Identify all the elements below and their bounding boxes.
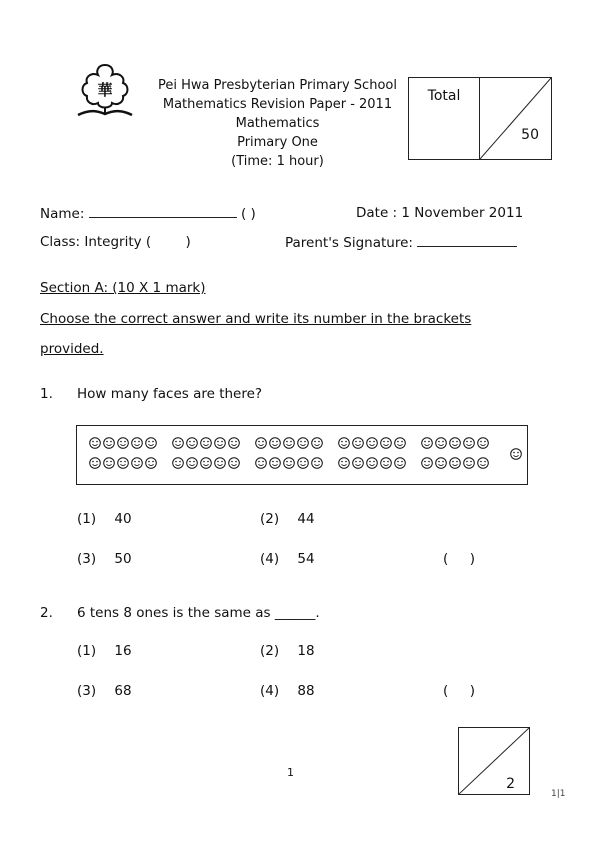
option-number: (2) [260, 511, 280, 527]
total-max-score: 50 [521, 127, 539, 143]
smiley-face-icon [464, 438, 475, 449]
smiley-face-icon [381, 438, 392, 449]
score-diagonal [480, 78, 551, 159]
signature-blank[interactable] [417, 234, 517, 247]
question-1-option-1[interactable] [77, 511, 132, 527]
option-value: 68 [114, 683, 132, 699]
option-value: 44 [297, 511, 315, 527]
smiley-face-icon [436, 458, 447, 469]
question-1-option-4[interactable] [260, 551, 315, 567]
smiley-face-icon [173, 438, 184, 449]
faces-group [77, 426, 527, 484]
faces-figure [76, 425, 528, 485]
smiley-face-icon [395, 438, 406, 449]
option-number: (1) [77, 643, 97, 659]
question-2-answer-bracket[interactable]: ( ) [443, 683, 475, 699]
smiley-face-icon [132, 458, 143, 469]
smiley-face-icon [118, 458, 129, 469]
smiley-face-icon [353, 438, 364, 449]
smiley-face-icon [298, 458, 309, 469]
instruction-line-2: provided. [40, 341, 104, 357]
smiley-face-icon [436, 438, 447, 449]
smiley-face-icon [104, 458, 115, 469]
question-1-answer-bracket[interactable]: ( ) [443, 551, 475, 567]
signature-row [285, 234, 517, 251]
smiley-face-icon [256, 458, 267, 469]
smiley-face-icon [478, 438, 489, 449]
section-title: Section A: (10 X 1 mark) [40, 280, 206, 296]
question-2-option-3[interactable] [77, 683, 132, 699]
name-label: Name: [40, 206, 85, 222]
smiley-face-icon [187, 438, 198, 449]
name-row [40, 205, 256, 222]
question-2-option-2[interactable] [260, 643, 315, 659]
smiley-face-icon [381, 458, 392, 469]
smiley-face-icon [146, 438, 157, 449]
option-value: 54 [297, 551, 315, 567]
smiley-face-icon [422, 458, 433, 469]
smiley-face-icon [173, 458, 184, 469]
smiley-face-icon [118, 438, 129, 449]
option-value: 16 [114, 643, 132, 659]
option-value: 50 [114, 551, 132, 567]
paper-title: Mathematics Revision Paper - 2011 [162, 97, 393, 112]
smiley-face-icon [90, 438, 101, 449]
smiley-face-icon [312, 438, 323, 449]
smiley-face-icon [270, 458, 281, 469]
smiley-face-icon [187, 458, 198, 469]
option-number: (3) [77, 551, 97, 567]
smiley-face-icon [229, 458, 240, 469]
smiley-face-icon [201, 438, 212, 449]
total-label: Total [427, 88, 461, 104]
option-value: 88 [297, 683, 315, 699]
smiley-face-icon [450, 458, 461, 469]
option-number: (3) [77, 683, 97, 699]
smiley-face-icon [256, 438, 267, 449]
svg-text:華: 華 [97, 81, 113, 99]
page-number: 1 [287, 766, 294, 779]
option-value: 40 [114, 511, 132, 527]
question-1-number: 1. [40, 386, 53, 402]
smiley-face-icon [367, 438, 378, 449]
class-label: Class: Integrity ( ) [40, 234, 191, 250]
smiley-face-icon [215, 438, 226, 449]
smiley-face-icon [312, 458, 323, 469]
smiley-face-icon [284, 438, 295, 449]
option-number: (4) [260, 683, 280, 699]
smiley-face-icon [270, 438, 281, 449]
question-1-option-3[interactable] [77, 551, 132, 567]
smiley-face-icon [132, 438, 143, 449]
school-logo [76, 62, 134, 122]
smiley-face-icon [90, 458, 101, 469]
smiley-face-icon [511, 449, 522, 460]
smiley-face-icon [478, 458, 489, 469]
smiley-face-icon [229, 438, 240, 449]
smiley-face-icon [422, 438, 433, 449]
smiley-face-icon [215, 458, 226, 469]
smiley-face-icon [146, 458, 157, 469]
page-max-score: 2 [506, 776, 515, 792]
smiley-face-icon [298, 438, 309, 449]
smiley-face-icon [339, 438, 350, 449]
signature-label: Parent's Signature: [285, 235, 413, 251]
option-number: (4) [260, 551, 280, 567]
question-2-number: 2. [40, 605, 53, 621]
smiley-face-icon [284, 458, 295, 469]
school-name: Pei Hwa Presbyterian Primary School [158, 78, 397, 93]
smiley-face-icon [450, 438, 461, 449]
option-number: (1) [77, 511, 97, 527]
page-score-box [458, 727, 530, 795]
question-1-text: How many faces are there? [77, 386, 263, 402]
smiley-face-icon [201, 458, 212, 469]
page-score-diagonal [459, 728, 529, 794]
question-1-option-2[interactable] [260, 511, 315, 527]
name-blank[interactable] [89, 205, 237, 218]
subject: Mathematics [235, 116, 320, 131]
question-2-option-4[interactable] [260, 683, 315, 699]
smiley-face-icon [464, 458, 475, 469]
smiley-face-icon [367, 458, 378, 469]
question-2-text: 6 tens 8 ones is the same as ______. [77, 605, 320, 621]
margin-mark: 1|1 [551, 789, 566, 799]
date: Date : 1 November 2011 [356, 205, 524, 221]
option-number: (2) [260, 643, 280, 659]
name-index-bracket[interactable]: ( ) [240, 206, 256, 222]
time-limit: (Time: 1 hour) [231, 154, 324, 169]
smiley-face-icon [104, 438, 115, 449]
header [150, 76, 405, 171]
total-score-box [408, 77, 552, 160]
option-value: 18 [297, 643, 315, 659]
level: Primary One [237, 135, 318, 150]
smiley-face-icon [339, 458, 350, 469]
question-2-option-1[interactable] [77, 643, 132, 659]
instruction-line-1: Choose the correct answer and write its number in the brackets [40, 311, 472, 327]
smiley-face-icon [395, 458, 406, 469]
smiley-face-icon [353, 458, 364, 469]
